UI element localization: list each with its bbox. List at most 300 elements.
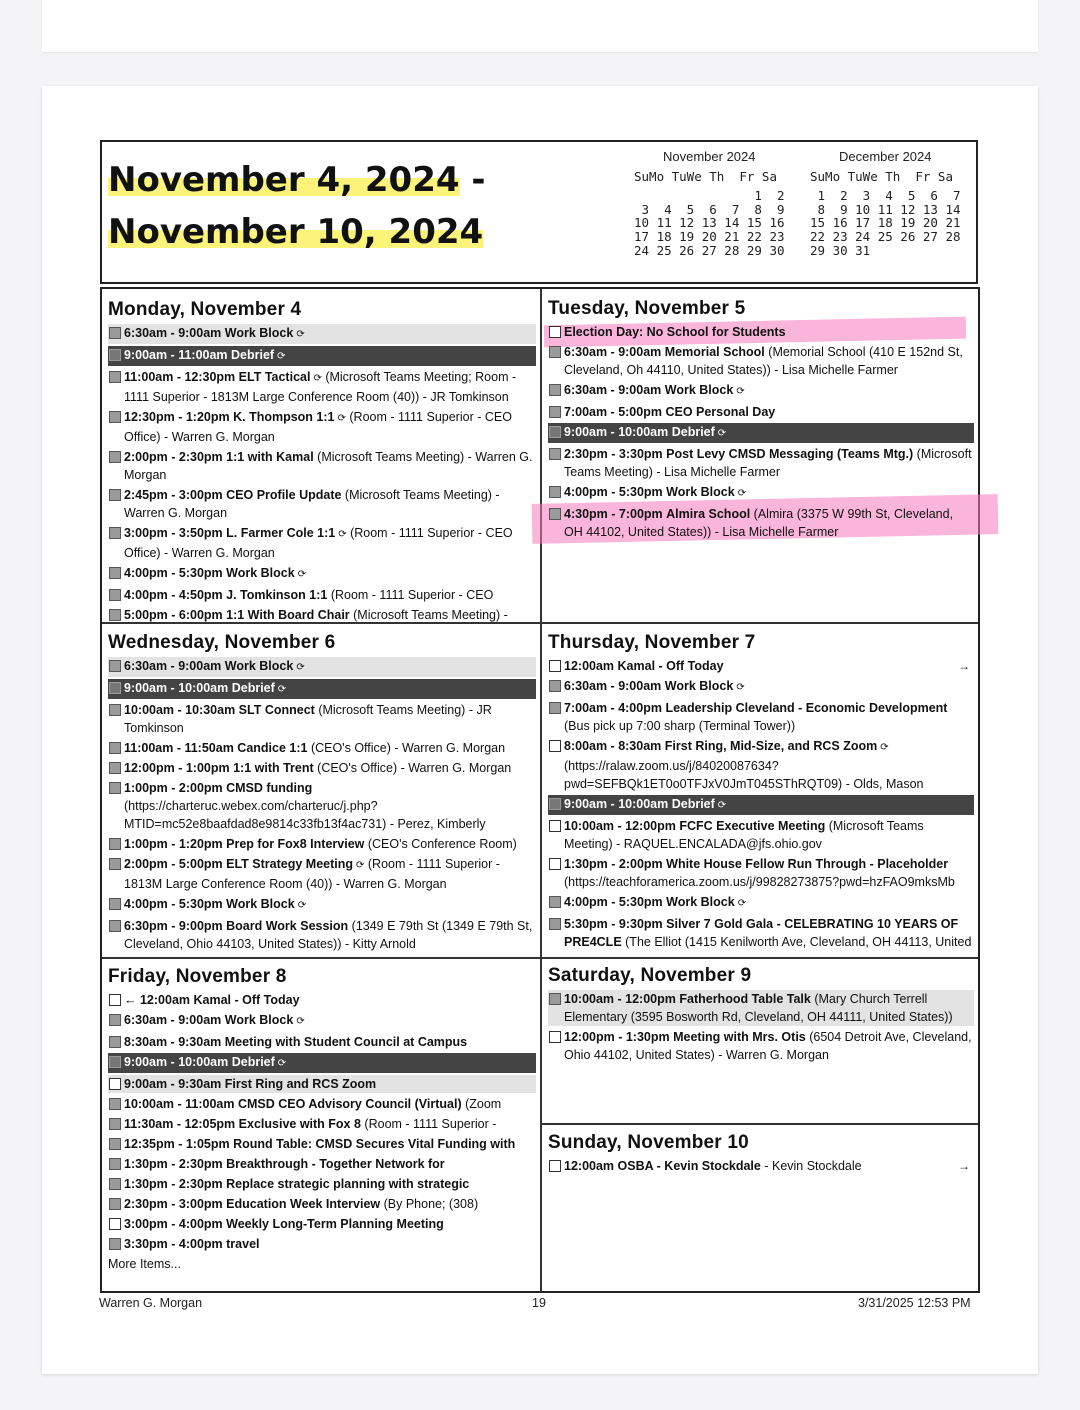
event-time: 10:00am - 11:00am xyxy=(124,1097,235,1111)
day-title: Monday, November 4 xyxy=(108,299,302,320)
event-detail: (Zoom xyxy=(465,1097,502,1111)
event-title: Weekly Long-Term Planning Meeting xyxy=(226,1217,444,1231)
calendar-event[interactable] xyxy=(548,893,974,913)
recurring-icon: ⟳ xyxy=(313,373,322,384)
event-category-box xyxy=(549,702,561,714)
calendar-event[interactable] xyxy=(108,759,536,777)
recurring-icon: ⟳ xyxy=(736,682,745,693)
footer-owner: Warren G. Morgan xyxy=(99,1296,203,1310)
calendar-event[interactable] xyxy=(548,657,974,675)
event-title: White House Fellow Run Through - Placeholder xyxy=(666,857,949,871)
event-title: Debrief xyxy=(671,797,715,811)
event-category-box xyxy=(109,1158,121,1170)
row-divider xyxy=(542,1123,978,1125)
row-divider xyxy=(102,957,978,959)
calendar-event[interactable] xyxy=(548,445,974,481)
event-title: Candice 1:1 xyxy=(237,741,308,755)
event-time: 12:00am xyxy=(564,1159,615,1173)
event-category-box xyxy=(109,451,121,463)
event-title: First Ring and RCS Zoom xyxy=(224,1077,377,1091)
event-time: 4:00pm - 5:30pm xyxy=(124,897,223,911)
calendar-event[interactable] xyxy=(108,524,536,562)
calendar-event[interactable] xyxy=(548,699,974,735)
calendar-event[interactable] xyxy=(108,701,536,737)
event-title: Work Block xyxy=(224,1013,294,1027)
mini-calendar-week: 22 23 24 25 26 27 28 xyxy=(810,228,961,244)
event-title: Board Work Session xyxy=(226,919,349,933)
title-dash: - xyxy=(459,160,486,200)
event-title: ELT Strategy Meeting xyxy=(226,857,354,871)
calendar-event[interactable] xyxy=(108,324,536,344)
calendar-event[interactable] xyxy=(548,423,974,443)
event-category-box xyxy=(109,898,121,910)
event-time: 6:30am - 9:00am xyxy=(124,659,222,673)
event-title: ELT Tactical xyxy=(238,370,311,384)
calendar-event[interactable] xyxy=(108,991,536,1009)
event-title: Work Block xyxy=(224,326,294,340)
day-saturday xyxy=(548,965,974,1066)
calendar-event[interactable] xyxy=(548,990,974,1026)
event-time: 2:30pm - 3:00pm xyxy=(124,1197,223,1211)
calendar-event[interactable] xyxy=(108,586,536,604)
event-title: Post Levy CMSD Messaging (Teams Mtg.) xyxy=(666,447,914,461)
event-detail: (CEO's Office) - Warren G. Morgan xyxy=(317,761,512,775)
event-title: Kamal - Off Today xyxy=(617,659,724,673)
event-category-box xyxy=(549,1031,561,1043)
event-time: 1:30pm - 2:00pm xyxy=(564,857,663,871)
event-category-box xyxy=(549,660,561,672)
event-title: OSBA - Kevin Stockdale xyxy=(617,1159,761,1173)
event-detail: (Microsoft Teams Meeting) - Warren G. Morgan xyxy=(124,450,533,482)
recurring-icon: ⟳ xyxy=(296,1016,305,1027)
event-category-box xyxy=(109,371,121,383)
calendar-event[interactable] xyxy=(108,917,536,953)
calendar-event[interactable] xyxy=(108,657,536,677)
calendar-event[interactable] xyxy=(108,1235,536,1253)
event-detail: - Kevin Stockdale xyxy=(764,1159,862,1173)
event-detail: (Room - 1111 Superior - CEO Office) - Warren G. Morgan xyxy=(124,526,513,560)
event-title: Election Day: No School for Students xyxy=(564,325,786,339)
event-time: 9:00am - 9:30am xyxy=(124,1077,222,1091)
calendar-event[interactable] xyxy=(108,1135,536,1153)
event-title: Work Block xyxy=(226,566,295,580)
event-title: Education Week Interview xyxy=(226,1197,381,1211)
event-category-box xyxy=(549,798,561,810)
calendar-event[interactable] xyxy=(108,1215,536,1233)
calendar-event[interactable] xyxy=(108,739,536,757)
event-time: 8:30am - 9:30am xyxy=(124,1035,222,1049)
event-time: 11:00am - 12:30pm xyxy=(124,370,236,384)
calendar-event[interactable] xyxy=(108,855,536,893)
event-title: 1:1 With Board Chair xyxy=(226,608,350,622)
event-title: Meeting with Student Council at Campus xyxy=(224,1035,468,1049)
event-time: 3:00pm - 3:50pm xyxy=(124,526,223,540)
event-category-box xyxy=(109,920,121,932)
event-category-box xyxy=(109,609,121,621)
event-time: 2:00pm - 5:00pm xyxy=(124,857,223,871)
day-title: Saturday, November 9 xyxy=(548,965,752,986)
event-title: Work Block xyxy=(664,679,734,693)
event-category-box xyxy=(109,567,121,579)
event-time: 10:00am - 12:00pm xyxy=(564,819,676,833)
event-category-box xyxy=(109,527,121,539)
event-title: Debrief xyxy=(231,348,275,362)
calendar-event[interactable] xyxy=(108,779,536,833)
event-detail: (https://ralaw.zoom.us/j/84020087634?pwd=SEFBQk1ET0o0TFJxV0JmT045SThRQT09) - Olds, Mason xyxy=(564,759,924,791)
event-category-box xyxy=(549,918,561,930)
event-category-box xyxy=(109,589,121,601)
event-category-box xyxy=(109,682,121,694)
event-title: Work Block xyxy=(666,895,735,909)
calendar-event[interactable] xyxy=(548,677,974,697)
event-detail: (CEO's Office) - Warren G. Morgan xyxy=(310,741,506,755)
day-title: Sunday, November 10 xyxy=(548,1132,749,1153)
event-title: travel xyxy=(226,1237,260,1251)
event-time: 6:30am - 9:00am xyxy=(564,383,662,397)
recurring-icon: ⟳ xyxy=(880,742,889,753)
event-detail: (Microsoft Teams Meeting) - JR Tomkinson xyxy=(124,703,492,735)
event-detail: (Memorial School (410 E 152nd St, Cleveland, Oh 44110, United States)) - Lisa Michelle Farmer xyxy=(564,345,963,377)
event-title: First Ring, Mid-Size, and RCS Zoom xyxy=(664,739,878,753)
event-time: 6:30am - 9:00am xyxy=(564,679,662,693)
event-category-box xyxy=(109,858,121,870)
recurring-icon: ⟳ xyxy=(737,898,747,909)
event-category-box xyxy=(109,1218,121,1230)
day-title: Friday, November 8 xyxy=(108,966,287,987)
event-title: CMSD funding xyxy=(226,781,313,795)
day-sunday xyxy=(548,1132,974,1177)
calendar-event[interactable] xyxy=(108,1155,536,1173)
mini-calendar-dow: SuMo TuWe Th Fr Sa xyxy=(810,168,953,184)
recurring-icon: ⟳ xyxy=(338,529,347,540)
event-time: 11:30am - 12:05pm xyxy=(124,1117,236,1131)
event-detail: (Microsoft Teams Meeting) - Warren G. Morgan xyxy=(124,488,500,520)
calendar-event[interactable] xyxy=(108,895,536,915)
event-time: 9:00am - 10:00am xyxy=(124,1055,229,1069)
calendar-event[interactable] xyxy=(548,505,974,541)
event-category-box xyxy=(109,349,121,361)
calendar-event[interactable] xyxy=(108,1033,536,1051)
event-title: CMSD CEO Advisory Council (Virtual) xyxy=(237,1097,462,1111)
event-time: 4:00pm - 5:30pm xyxy=(564,895,663,909)
event-detail: (Microsoft Teams Meeting; Room - 1111 Superior - 1813M Large Conference Room (40)) - JR Tomkinson xyxy=(124,370,517,404)
event-category-box xyxy=(549,346,561,358)
event-time: 12:00pm - 1:30pm xyxy=(564,1030,670,1044)
mini-calendar-december xyxy=(810,150,961,257)
calendar-event[interactable] xyxy=(108,1175,536,1193)
event-time: 2:45pm - 3:00pm xyxy=(124,488,223,502)
recurring-icon: ⟳ xyxy=(277,684,287,695)
recurring-icon: ⟳ xyxy=(297,569,307,580)
event-detail: (Mary Church Terrell Elementary (3595 Bosworth Rd, Cleveland, OH 44111, United States)) xyxy=(564,992,953,1024)
footer-printed-date: 3/31/2025 12:53 PM xyxy=(858,1296,971,1310)
calendar-event[interactable] xyxy=(548,855,974,891)
recurring-icon: ⟳ xyxy=(296,662,305,673)
recurring-icon: ⟳ xyxy=(717,428,727,439)
event-title: Breakthrough - Together Network for xyxy=(226,1157,445,1171)
event-time: 1:00pm - 2:00pm xyxy=(124,781,223,795)
day-monday xyxy=(108,299,536,626)
event-title: J. Tomkinson 1:1 xyxy=(226,588,328,602)
recurring-icon: ⟳ xyxy=(717,800,727,811)
day-title: Tuesday, November 5 xyxy=(548,298,746,319)
event-category-box xyxy=(109,1056,121,1068)
event-detail: (Microsoft Teams Meeting) - RAQUEL.ENCALADA@jfs.ohio.gov xyxy=(564,819,924,851)
mini-calendar-dow: SuMo TuWe Th Fr Sa xyxy=(634,168,777,184)
mini-calendar-week: 24 25 26 27 28 29 30 xyxy=(634,242,785,258)
day-friday xyxy=(108,966,536,1271)
event-category-box xyxy=(109,838,121,850)
event-title: FCFC Executive Meeting xyxy=(679,819,826,833)
event-title: 1:1 with Kamal xyxy=(226,450,314,464)
event-category-box xyxy=(549,508,561,520)
event-category-box xyxy=(109,742,121,754)
recurring-icon: ⟳ xyxy=(737,488,747,499)
event-time: 4:00pm - 5:30pm xyxy=(124,566,223,580)
calendar-event[interactable] xyxy=(548,1028,974,1064)
event-category-box xyxy=(549,486,561,498)
event-time: 12:30pm - 1:20pm xyxy=(124,410,230,424)
calendar-event[interactable] xyxy=(548,1157,974,1175)
recurring-icon: ⟳ xyxy=(736,386,745,397)
event-title: K. Thompson 1:1 xyxy=(233,410,335,424)
calendar-event[interactable] xyxy=(548,343,974,379)
event-title: Work Block xyxy=(666,485,735,499)
calendar-event[interactable] xyxy=(548,381,974,401)
continues-arrow-icon: → xyxy=(958,1159,970,1173)
event-time: 6:30am - 9:00am xyxy=(124,326,222,340)
event-category-box xyxy=(549,820,561,832)
footer-page-number: 19 xyxy=(532,1296,546,1310)
event-time: 9:00am - 11:00am xyxy=(124,348,228,362)
event-time: 10:00am - 12:00pm xyxy=(564,992,676,1006)
event-time: 9:00am - 10:00am xyxy=(564,797,669,811)
mini-calendar-week: 1 2 xyxy=(634,188,785,204)
calendar-event[interactable] xyxy=(108,1095,536,1113)
event-title: Work Block xyxy=(226,897,295,911)
event-category-box xyxy=(549,680,561,692)
event-title: Debrief xyxy=(231,681,275,695)
event-title: CEO Profile Update xyxy=(226,488,342,502)
continues-arrow-icon: → xyxy=(958,659,970,673)
calendar-event[interactable] xyxy=(108,564,536,584)
day-thursday xyxy=(548,632,974,953)
event-category-box xyxy=(549,448,561,460)
event-title: Work Block xyxy=(224,659,294,673)
event-time: 1:00pm - 1:20pm xyxy=(124,837,223,851)
event-category-box xyxy=(109,1098,121,1110)
event-time: 6:30pm - 9:00pm xyxy=(124,919,223,933)
day-tuesday xyxy=(548,298,974,543)
calendar-event[interactable] xyxy=(108,1115,536,1133)
event-time: 6:30am - 9:00am xyxy=(124,1013,222,1027)
mini-calendar-week: 8 9 10 11 12 13 14 xyxy=(810,201,961,217)
event-category-box xyxy=(549,858,561,870)
week-header xyxy=(100,140,978,284)
event-category-box xyxy=(109,1178,121,1190)
recurring-icon: ⟳ xyxy=(277,1058,287,1069)
event-category-box xyxy=(549,326,561,338)
event-category-box xyxy=(549,1160,561,1172)
event-time: 2:00pm - 2:30pm xyxy=(124,450,223,464)
event-title: Debrief xyxy=(671,425,715,439)
event-category-box xyxy=(549,993,561,1005)
event-time: ← 12:00am xyxy=(124,993,191,1007)
event-time: 6:30am - 9:00am xyxy=(564,345,662,359)
event-time: 7:00am - 4:00pm xyxy=(564,701,662,715)
calendar-event[interactable] xyxy=(108,1053,536,1073)
title-start-date: November 4, 2024 xyxy=(108,160,460,200)
event-title: Meeting with Mrs. Otis xyxy=(673,1030,806,1044)
event-time: 11:00am - 11:50am xyxy=(124,741,234,755)
mini-calendar-week: 17 18 19 20 21 22 23 xyxy=(634,228,785,244)
day-title: Thursday, November 7 xyxy=(548,632,756,653)
event-time: 4:30pm - 7:00pm xyxy=(564,507,663,521)
event-detail: (1349 E 79th St (1349 E 79th St, Cleveland, Ohio 44103, United States)) - Kitty Arnold xyxy=(124,919,533,951)
event-time: 10:00am - 10:30am xyxy=(124,703,236,717)
event-time: 5:00pm - 6:00pm xyxy=(124,608,223,622)
mini-calendar-week: 15 16 17 18 19 20 21 xyxy=(810,215,961,231)
mini-calendar-title: November 2024 xyxy=(663,149,756,164)
event-category-box xyxy=(109,782,121,794)
event-title: Kamal - Off Today xyxy=(193,993,300,1007)
event-detail: (Room - 1111 Superior - 1813M Large Conference Room (40)) - Warren G. Morgan xyxy=(124,857,500,891)
mini-calendar-week: 3 4 5 6 7 8 9 xyxy=(634,201,785,217)
event-detail: (Microsoft Teams Meeting) - xyxy=(353,608,508,622)
mini-calendar-week: 29 30 31 xyxy=(810,242,871,258)
event-title: Leadership Cleveland - Economic Development xyxy=(665,701,948,715)
event-detail: (https://teachforamerica.zoom.us/j/99828273875?pwd=hzFAO9mksMb xyxy=(564,875,955,889)
event-time: 3:00pm - 4:00pm xyxy=(124,1217,223,1231)
calendar-event[interactable] xyxy=(108,448,536,484)
event-detail: (Almira (3375 W 99th St, Cleveland, OH 44102, United States)) - Lisa Michelle Farmer xyxy=(564,507,954,539)
event-category-box xyxy=(549,740,561,752)
event-detail: (Room - 1111 Superior - xyxy=(364,1117,497,1131)
event-title: Replace strategic planning with strategic xyxy=(226,1177,470,1191)
event-category-box xyxy=(109,411,121,423)
event-category-box xyxy=(109,1118,121,1130)
event-category-box xyxy=(109,1036,121,1048)
event-time: 12:00am xyxy=(564,659,615,673)
event-title: Fatherhood Table Talk xyxy=(679,992,811,1006)
week-grid xyxy=(100,287,980,1293)
event-time: 1:30pm - 2:30pm xyxy=(124,1157,223,1171)
event-category-box xyxy=(109,1198,121,1210)
event-category-box xyxy=(109,704,121,716)
event-category-box xyxy=(109,762,121,774)
event-title: Silver 7 Gold Gala - CELEBRATING 10 YEARS OF PRE4CLE xyxy=(564,917,959,949)
title-end-date: November 10, 2024 xyxy=(108,212,484,252)
event-detail: (Room - 1111 Superior - CEO xyxy=(330,588,494,602)
previous-page-edge xyxy=(42,0,1038,52)
calendar-event[interactable] xyxy=(108,1195,536,1213)
event-category-box xyxy=(109,1014,121,1026)
event-time: 4:00pm - 4:50pm xyxy=(124,588,223,602)
event-time: 9:00am - 10:00am xyxy=(564,425,669,439)
event-time: 8:00am - 8:30am xyxy=(564,739,662,753)
event-detail: (Room - 1111 Superior - CEO Office) - Warren G. Morgan xyxy=(124,410,512,444)
event-title: L. Farmer Cole 1:1 xyxy=(226,526,336,540)
mini-calendar-title: December 2024 xyxy=(839,149,932,164)
event-category-box xyxy=(109,1138,121,1150)
calendar-event[interactable] xyxy=(108,346,536,366)
calendar-event[interactable] xyxy=(548,323,974,341)
event-category-box xyxy=(109,327,121,339)
calendar-event[interactable] xyxy=(548,403,974,421)
calendar-event[interactable] xyxy=(548,817,974,853)
event-detail: (By Phone; (308) xyxy=(383,1197,479,1211)
event-detail: (6504 Detroit Ave, Cleveland, Ohio 44102, United States) - Warren G. Morgan xyxy=(564,1030,972,1062)
event-title: Prep for Fox8 Interview xyxy=(226,837,365,851)
event-time: 2:30pm - 3:30pm xyxy=(564,447,663,461)
event-category-box xyxy=(109,489,121,501)
day-wednesday xyxy=(108,632,536,955)
calendar-event[interactable] xyxy=(548,737,974,793)
event-title: Memorial School xyxy=(664,345,765,359)
event-category-box xyxy=(109,660,121,672)
event-category-box xyxy=(549,384,561,396)
event-title: Work Block xyxy=(664,383,734,397)
calendar-event[interactable] xyxy=(548,915,974,951)
mini-calendar-week: 1 2 3 4 5 6 7 xyxy=(810,188,961,204)
event-detail: (CEO's Conference Room) xyxy=(367,837,517,851)
recurring-icon: ⟳ xyxy=(337,413,346,424)
calendar-event[interactable] xyxy=(548,795,974,815)
calendar-event[interactable] xyxy=(108,679,536,699)
recurring-icon: ⟳ xyxy=(277,351,286,362)
event-time: 12:35pm - 1:05pm xyxy=(124,1137,230,1151)
event-detail: (https://charteruc.webex.com/charteruc/j.php?MTID=mc52e8baafdad8e9814c33fb13f4ac731) - Perez, Kimberly xyxy=(124,799,486,831)
calendar-event[interactable] xyxy=(108,835,536,853)
event-category-box xyxy=(109,1078,121,1090)
calendar-event[interactable] xyxy=(108,486,536,522)
calendar-event[interactable] xyxy=(108,408,536,446)
event-title: Almira School xyxy=(666,507,751,521)
more-items-link[interactable]: More Items... xyxy=(108,1257,181,1271)
event-detail: (The Elliot (1415 Kenilworth Ave, Cleveland, OH 44113, United xyxy=(625,935,972,949)
recurring-icon: ⟳ xyxy=(297,900,307,911)
event-category-box xyxy=(549,426,561,438)
calendar-event[interactable] xyxy=(108,1075,536,1093)
event-title: Exclusive with Fox 8 xyxy=(238,1117,361,1131)
event-title: Round Table: CMSD Secures Vital Funding with xyxy=(233,1137,516,1151)
calendar-event[interactable] xyxy=(548,483,974,503)
calendar-event[interactable] xyxy=(108,606,536,624)
event-category-box xyxy=(109,994,121,1006)
event-detail: (Bus pick up 7:00 sharp (Terminal Tower)) xyxy=(564,719,796,733)
event-category-box xyxy=(549,406,561,418)
event-time: 3:30pm - 4:00pm xyxy=(124,1237,223,1251)
week-title xyxy=(108,154,485,258)
mini-calendar-november xyxy=(634,150,785,257)
column-divider xyxy=(540,289,542,1291)
recurring-icon: ⟳ xyxy=(356,860,365,871)
event-title: SLT Connect xyxy=(238,703,315,717)
event-title: Debrief xyxy=(231,1055,275,1069)
calendar-event[interactable] xyxy=(108,368,536,406)
day-title: Wednesday, November 6 xyxy=(108,632,336,653)
event-category-box xyxy=(109,1238,121,1250)
mini-calendar-week: 10 11 12 13 14 15 16 xyxy=(634,215,785,231)
event-time: 12:00pm - 1:00pm xyxy=(124,761,230,775)
recurring-icon: ⟳ xyxy=(296,329,305,340)
event-title: CEO Personal Day xyxy=(665,405,776,419)
event-time: 4:00pm - 5:30pm xyxy=(564,485,663,499)
event-time: 7:00am - 5:00pm xyxy=(564,405,662,419)
event-category-box xyxy=(549,896,561,908)
calendar-event[interactable] xyxy=(108,1011,536,1031)
event-time: 9:00am - 10:00am xyxy=(124,681,229,695)
